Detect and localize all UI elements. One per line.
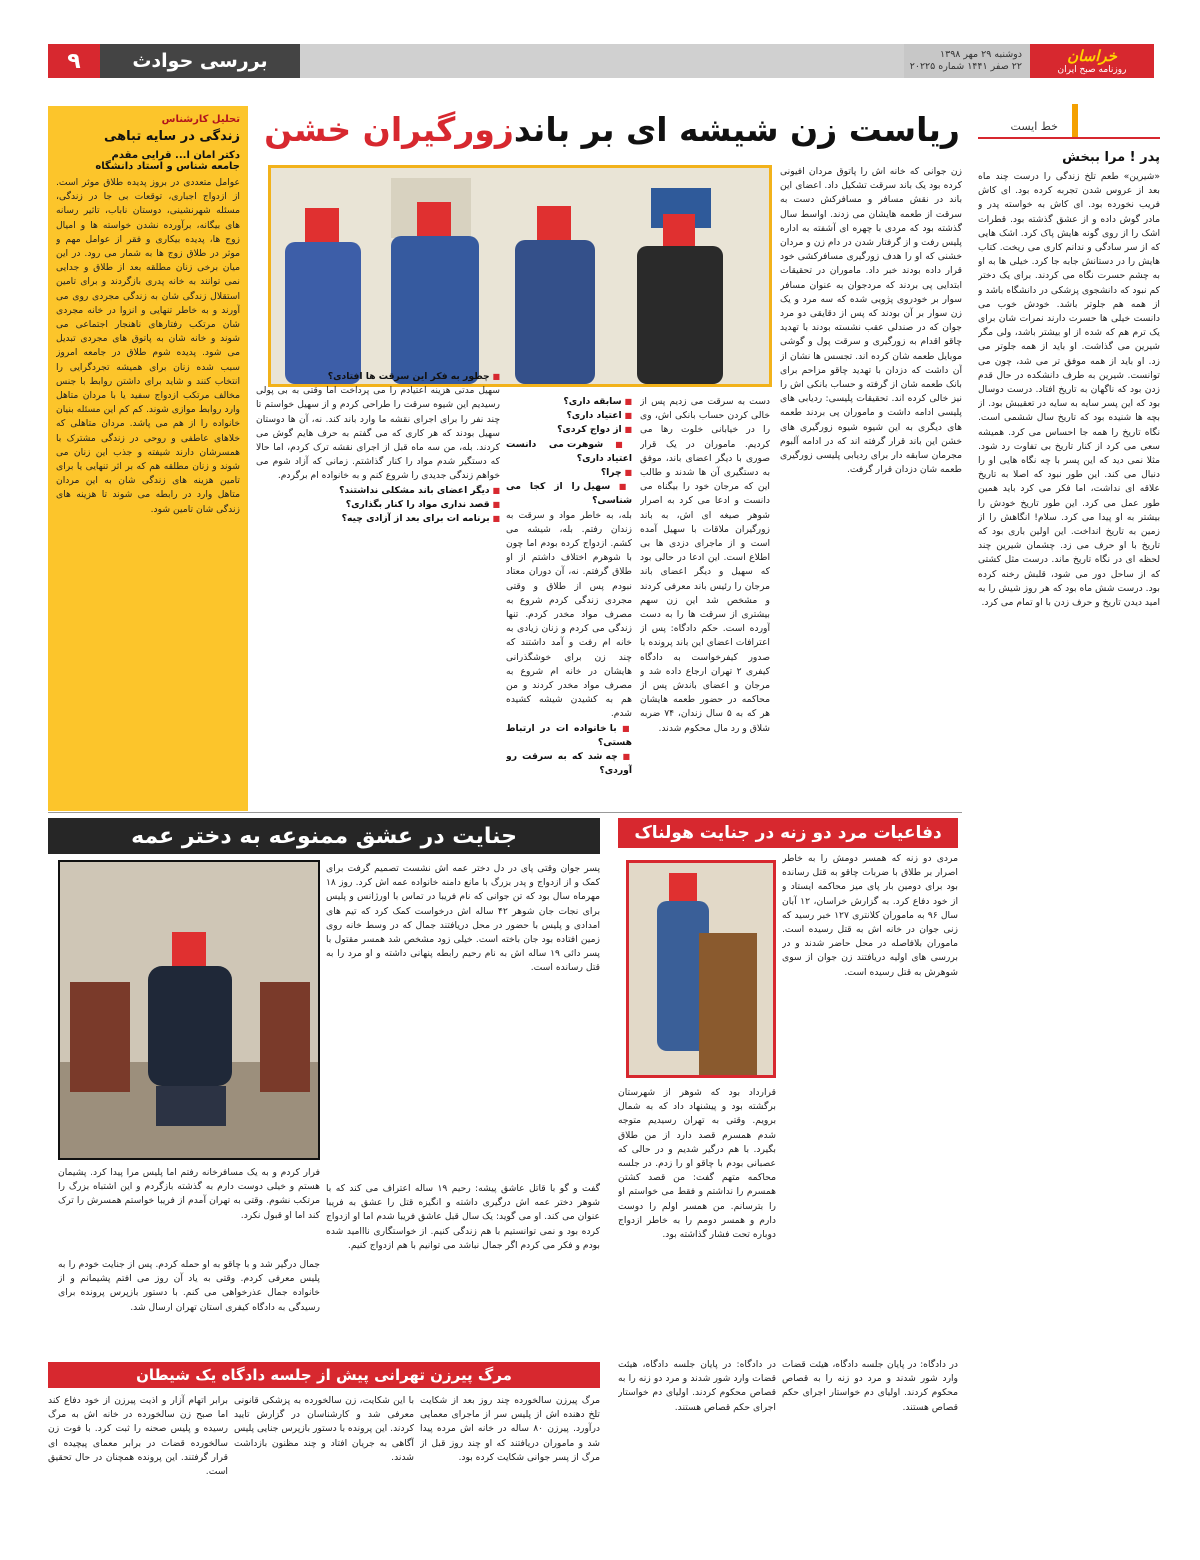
defendant-photo bbox=[626, 860, 776, 1078]
main-story-qa-col bbox=[506, 395, 632, 810]
analysis-author-role: جامعه شناس و استاد دانشگاه bbox=[95, 161, 240, 172]
divider bbox=[48, 812, 962, 813]
defense-headline: دفاعیات مرد دو زنه در جنایت هولناک bbox=[618, 818, 958, 848]
crime-col3: جمال درگیر شد و با چاقو به او حمله کردم. پس از جنایت خودم را به پلیس معرفی کردم. وقتی به یاد آن روز می افتم پشیمانم و از خانواده جمال عذرخواهی می کنم. با دستور بازپرس پرونده برای رسیدگی به دادگاه کیفری استان تهران ارسال شد. bbox=[58, 1259, 320, 1313]
page-number: ۹ bbox=[48, 44, 100, 78]
crime-qa: گفت و گو با قاتل عاشق پیشه: رحیم ۱۹ ساله اعتراف می کند که با شوهر دختر عمه اش درگیری داشته و انگیزه قتل را عشق به فریبا عنوان می کند. او می گوید: یک سال قبل عاشق فریبا شدم اما او ازدواج کرده بود و نمی توانستیم با هم زندگی کنیم. از خواستگاری نااامید شده بودم و فکر می کردم اگر جمال نباشد می توانیم با هم ازدواج کنیم. bbox=[326, 1183, 600, 1251]
defense-court: در دادگاه: در پایان جلسه دادگاه، هیئت قضات وارد شور شدند و مرد دو زنه را به قصاص محکوم کردند. اولیای دم خواستار اجرای حکم قصاص هستند. bbox=[618, 1359, 776, 1413]
qa-question: ■ سهیل را از کجا می شناسی؟ bbox=[506, 480, 632, 508]
main-story-col2: دست به سرقت می زدیم پس از خالی کردن حساب بانکی اش، وی را در خیابانی خلوت رها می کردیم. ماموران در یک قرار صوری با دیگر اعضای باند، موفق به دستگیری آن ها شدند و طالب این که مرجان خود را بیگناه می دانست و ادعا می کرد به اصرار شوهر صیغه ای اش، به باند زورگیران ملاقات با سهیل آمده است و از ماجرای دزدی ها بی اطلاع است. این ادعا در حالی بود که سهیل و دیگر اعضای باند مرجان را رئیس باند معرفی کردند و مشخص شد این زن سهم بیشتری از سرقت ها را به دست آورده است. حکم دادگاه: پس از اعترافات اعضای این باند پرونده با صدور کیفرخواست به دادگاه کیفری ۲ تهران ارجاع داده شد و مرجان و اعضای باندش پس از محاکمه در حضور طعمه هایشان هر که به ۵ سال زندان، ۷۴ ضربه شلاق و رد مال محکوم شدند. bbox=[640, 396, 770, 734]
suspect-photo bbox=[58, 860, 320, 1160]
analysis-box bbox=[48, 106, 248, 811]
defense-col2: قرارداد بود که شوهر از شهرستان برگشته بود و پیشنهاد داد که به شمال برویم. وقتی به تهران رسیدیم متوجه شدم همسرم قصد دارد از من طلاق بگیرد. با هم درگیر شدیم و در حالی که عصبانی بودم با چاقو او را زدم. در جلسه محاکمه متهم گفت: من قصد کشتن همسرم را نداشتم و فقط می خواستم او را بترسانم. من همسر اولم را دوست دارم و همسر دومم را به خاطر ازدواج دوباره تحت فشار گذاشته بود. bbox=[618, 1087, 776, 1241]
qa-question: ■ از دواج کردی؟ bbox=[506, 423, 632, 437]
defendant-photo-illustration bbox=[629, 863, 773, 1075]
column-label: خط ایست bbox=[1010, 120, 1058, 133]
section-title: بررسی حوادث bbox=[100, 44, 300, 78]
qa-question: ■ چطور به فکر این سرقت ها افتادی؟ bbox=[256, 370, 500, 384]
qa-answers: سهیل مدتی هزینه اعتیادم را می پرداخت اما وقتی به بی پولی رسیدیم این شیوه سرقت را طراحی کردم و از سهیل خواستم تا چند نفر را برای اجرای نقشه ما وارد باند کند. نه، آن ها دوستان سهیل بودند که هر کاری که می گفتم به حرف هایم گوش می کردند. بله، من سه ماه قبل از اجرای نقشه ترک کردم، اما حالا که دستگیر شدم مواد را کنار گذاشتم. زمانی که آزاد شوم می خواهم زندگی جدیدی را شروع کنم و به خانواده ام برگردم. bbox=[256, 385, 500, 482]
qa-question: ■ با خانواده ات در ارتباط هستی؟ bbox=[506, 722, 632, 750]
suspects-photo bbox=[268, 165, 772, 387]
qa-question: ■ سابقه داری؟ bbox=[506, 395, 632, 409]
khat-column bbox=[978, 106, 1160, 1516]
issue-date: دوشنبه ۲۹ مهر ۱۳۹۸ ۲۲ صفر ۱۴۴۱ شماره ۲۰۲۲۵ bbox=[909, 49, 1022, 72]
crime-col2: فرار کردم و به یک مسافرخانه رفتم اما پلیس مرا پیدا کرد. پشیمان هستم و خیلی دوست دارم به گذشته بازگردم و این اشتباه بزرگ را مرتکب نشوم. وقتی به تهران آمدم از فریبا خواستم همسرش را ترک کند اما او قبول نکرد. bbox=[58, 1167, 320, 1221]
qa-question: ■ قصد نداری مواد را کنار بگذاری؟ bbox=[256, 498, 500, 512]
qa-question: ■ شوهرت می دانست اعتیاد داری؟ bbox=[506, 438, 632, 466]
analysis-title: زندگی در سایه تباهی bbox=[104, 129, 240, 144]
qa-question: ■ چرا؟ bbox=[506, 466, 632, 480]
main-story-col1: زن جوانی که خانه اش را پاتوق مردان افیونی کرده بود یک باند سرقت تشکیل داد. اعضای این باند در نقش مسافر و مسافرکش دست به سرقت از طعمه هایشان می زدند. اواسط سال گذشته بود که مردی با چهره ای آشفته به اداره پلیس رفت و از گرفتار شدن در دام زن و مردان خشنی که او را هدف زورگیری مسافرکشی خود قرار داده بودند خبر داد. ماموران در تحقیقات ابتدایی پی بردند که مردجوان به عنوان مسافر سوار بر خودروی پژویی شده که سه مرد و یک زن سوار بر آن بودند که پس از دقایقی دو مرد جوان که در صندلی عقب نشسته بودند با تهدید چاقو اقدام به زورگیری و سرقت پول و گوشی موبایل طعمه شان کرده اند. تجسس ها نشان از آن داشت که دزدان با تهدید چاقو مزاحم برای بانک طعمه شان از گرفته و حساب بانکی اش را نیز خالی کرده اند. تحقیقات پلیسی: ردیابی های پلیسی ادامه داشت و ماموران پی بردند طعمه های دیگری به این شیوه شیوه زورگیری های خشن این باند قرار گرفته اند که در ادامه آلبوم مجرمان سابقه دار برای ردیابی پلیسی زورگیری طعمه شان دزدان قرار گرفت. bbox=[780, 166, 962, 476]
divider bbox=[978, 137, 1160, 139]
grandma-col2: با این شکایت، زن سالخورده به پزشکی قانونی معرفی شد و کارشناسان در گزارش تایید کردند. این پرونده با دستور بازپرس جنایی پلیس آگاهی به جریان افتاد و چند مظنون بازداشت شدند. bbox=[234, 1395, 414, 1463]
brand-subtitle: روزنامه صبح ایران bbox=[1057, 65, 1127, 75]
qa-question: ■ اعتیاد داری؟ bbox=[506, 409, 632, 423]
header-spacer bbox=[300, 44, 904, 78]
qa-question: ■ برنامه ات برای بعد از آزادی چیه؟ bbox=[256, 512, 500, 526]
page-header bbox=[48, 44, 1154, 78]
main-headline-red: زورگیران خشن bbox=[264, 110, 514, 149]
main-headline-black: ریاست زن شیشه ای بر باند bbox=[513, 110, 960, 149]
grandma-col1: مرگ پیرزن سالخورده چند روز بعد از شکایت تلخ دهنده اش از پلیس سر از ماجرای معمایی درآورد. پیرزن ۸۰ ساله در خانه اش مرده پیدا شد و ماموران دریافتند که او چند روز قبل از مرگ از پسر جوانی شکایت کرده بود. bbox=[420, 1395, 600, 1463]
grandma-headline: مرگ پیرزن تهرانی پیش از جلسه دادگاه یک شیطان bbox=[48, 1362, 600, 1388]
newspaper-logo bbox=[1030, 44, 1154, 78]
qa-answers: بله، به خاطر مواد و سرقت به زندان رفتم. بله، شیشه می کشم. ازدواج کرده بودم اما چون با شوهرم اختلاف داشتم از او طلاق گرفتم. نه، آن دوران معتاد نبودم پس از طلاق و وقتی مجردی زندگی کردم شروع به مصرف مواد مخدر کردم. تنها زندگی می کردم و زنان زیادی به خانه ام رفت و آمد داشتند که چند زن برای خوشگذرانی هایشان در خانه ام شروع به مصرف مواد مخدر کردند و من هم به کشیدن شیشه کشیده شدم. bbox=[506, 509, 632, 720]
main-story-qa-col2 bbox=[256, 370, 500, 810]
defense-col3: در دادگاه: در پایان جلسه دادگاه، هیئت قضات وارد شور شدند و مرد دو زنه را به قصاص محکوم کردند. اولیای دم خواستار اجرای حکم قصاص هستند. bbox=[782, 1359, 958, 1413]
analysis-kicker: تحلیل کارشناس bbox=[161, 114, 240, 125]
brand-name: خراسان bbox=[1067, 47, 1117, 65]
suspect-photo-illustration bbox=[60, 862, 318, 1158]
crime-headline: جنایت در عشق ممنوعه به دختر عمه bbox=[48, 818, 600, 854]
ribbon-icon bbox=[1072, 104, 1078, 138]
crime-col1: پسر جوان وقتی پای در دل دختر عمه اش نشست تصمیم گرفت برای کمک و از ازدواج و پدر بزرگ با مانع دامنه خانواده عمه اش کرد. روز ۱۸ مهرماه سال بود که تن جوانی که نام فریبا در تماس با اورژانس و پلیس برای نجات جان شوهر ۴۲ ساله اش درخواست کمک کرد که تیم های امدادی و پلیس با حضور در محل دریافتند جمال که در وسط خانه روی زمین افتاده بود جان باخته است. خیلی زود مشخص شد همسر مقتول با پسر دائی ۱۹ ساله اش به نام رحیم رابطه پنهانی داشته و او مرد را به قتل رسانده است. bbox=[326, 863, 600, 974]
defense-col1: مردی دو زنه که همسر دومش را به خاطر اصرار بر طلاق با ضربات چاقو به قتل رسانده بود برای دومین بار پای میز محاکمه ایستاد و از خود دفاع کرد. به گزارش خراسان، ۱۲ آبان سال ۹۶ به ماموران کلانتری ۱۲۷ خبر رسید که زنی جوان در خانه اش به قتل رسیده است. ماموران بلافاصله در محل حاضر شدند و در بررسی های اولیه دریافتند زن جوان از سوی شوهرش به قتل رسیده است. bbox=[782, 853, 958, 978]
qa-question: ■ چه شد که به سرقت رو آوردی؟ bbox=[506, 750, 632, 778]
story-title: پدر ! مرا ببخش bbox=[1062, 150, 1160, 165]
analysis-author: دکتر امان ا... قرایی مقدم bbox=[111, 150, 240, 161]
grandma-col3: برابر اتهام آزار و اذیت پیرزن از خود دفاع کند اما صبح زن سالخورده در خانه اش به مرگ رسیده و پلیس صحنه را ثبت کرد. با فوت زن سالخورده قضات در برابر معمای پیچیده ای قرار گرفتند. این پرونده همچنان در حال تحقیق است. bbox=[48, 1395, 228, 1478]
story-body: «شیرین» طعم تلخ زندگی را درست چند ماه بعد از عروس شدن تجربه کرده بود. ای کاش فریب نخورده بود. ای کاش به خواسته پدر و مادر گوش داده و از عشق گذشته بود. قطرات اشک را از روی گونه هایش پاک کرد. اشک هایی که از سر سادگی و ندانم کاری می ریخت. کتاب هایش را در دستانش جابه جا کرد. خیلی ها به او به چشم حسرت نگاه می کردند. برای یک دختر کم نبود که دانشجوی پزشکی در دانشگاه باشد و از همه هم جلوتر باشد. خودش خوب می دانست خیلی ها حسرت دارند نمرات شان برای یک ترم هم که شده از او بیشتر باشد، ولی مگر شیرین می گذاشت. او باید از همه جلوتر می زد. او باید از همه موفق تر می شد، چون می توانست. شیرین به طرف دانشکده در حال قدم زدن بود که ناگهان به تاریخ افتاد. درست دوسال بود که این پسر سایه به سایه در تعقیبش بود. از بچه ها شنیده بود که تاریخ سال ششمی است. نگاه تاریخ را همه جا احساس می کرد. همیشه سعی می کرد از کنار تاریخ بی تفاوت رد شود. مثلا نمی دید که این پسر با چه نگاه هایی او را دنبال می کند. این طور نبود که اصلا به تاریخ علاقه ای نداشت، اما فکر می کرد باید همین طور عمل می کرد. این طور تاریخ خودش را بیشتر به او پیدا می کرد. سلام! انگاهش را از زمین به تاریخ انداخت. این اولین باری بود که تاریخ با او حرف می زد. چشمان شیرین چند لحظه ای در نگاه تاریخ ماند. درست مثل کشتی که از ساحل دور می شود، قلبش رخنه کرده بود. درست شش ماه بود که هر روز شیش را به امید دیدن تاریخ و حرف زدن با او تمام می کرد. bbox=[978, 171, 1160, 609]
suspects-photo-illustration bbox=[271, 168, 769, 384]
analysis-body: عوامل متعددی در بروز پدیده طلاق موثر است. از ازدواج اجباری، توقعات بی جا در زندگی، مسئله شهرنشینی، دوستان ناباب، تاثیر رسانه های بیگانه، برآورده نشدن خواسته ها و امیال زوج ها، پدیده بیکاری و فقر از عوامل مهم و موثر در طلاق زوج ها به شمار می رود. در این میان برخی زنان مطلقه بعد از طلاق و جدایی نمی توانند به خانه پدری بازگردند و برای تامین استقلال زندگی شان به زندگی مجردی روی می آورند و به خاطر تنهایی و انزوا در خانه مجردی شان مرتکب رفتارهای ناهنجار اجتماعی می شوند و خانه شان به پاتوق های مجردی تبدیل می شود. پدیده شوم طلاق در جامعه امروز سبب شده زنان برای همیشه تجردگرایی را انتخاب کنند و شاید برای داشتن روابط با جنس مخالف مرتکب ازدواج سفید یا با مردان متاهل وارد روابط موازی شوند. کم کم این مسئله بنیان خانواده را از هم می پاشد. مردان متاهلی که خلاهای عاطفی و روحی در زندگی مشترک با همسرشان دارند شیفته و جذب این زنان می شوند و زنان مطلقه هم که بر اثر تنهایی یا برای تامین هزینه های زندگی شان به این مردان متاهل وارد در رابطه می شوند تا هزینه های زندگی شان تامین شود. bbox=[56, 177, 240, 515]
main-headline bbox=[262, 110, 962, 158]
qa-question: ■ دیگر اعضای باند مشکلی نداشتند؟ bbox=[256, 484, 500, 498]
